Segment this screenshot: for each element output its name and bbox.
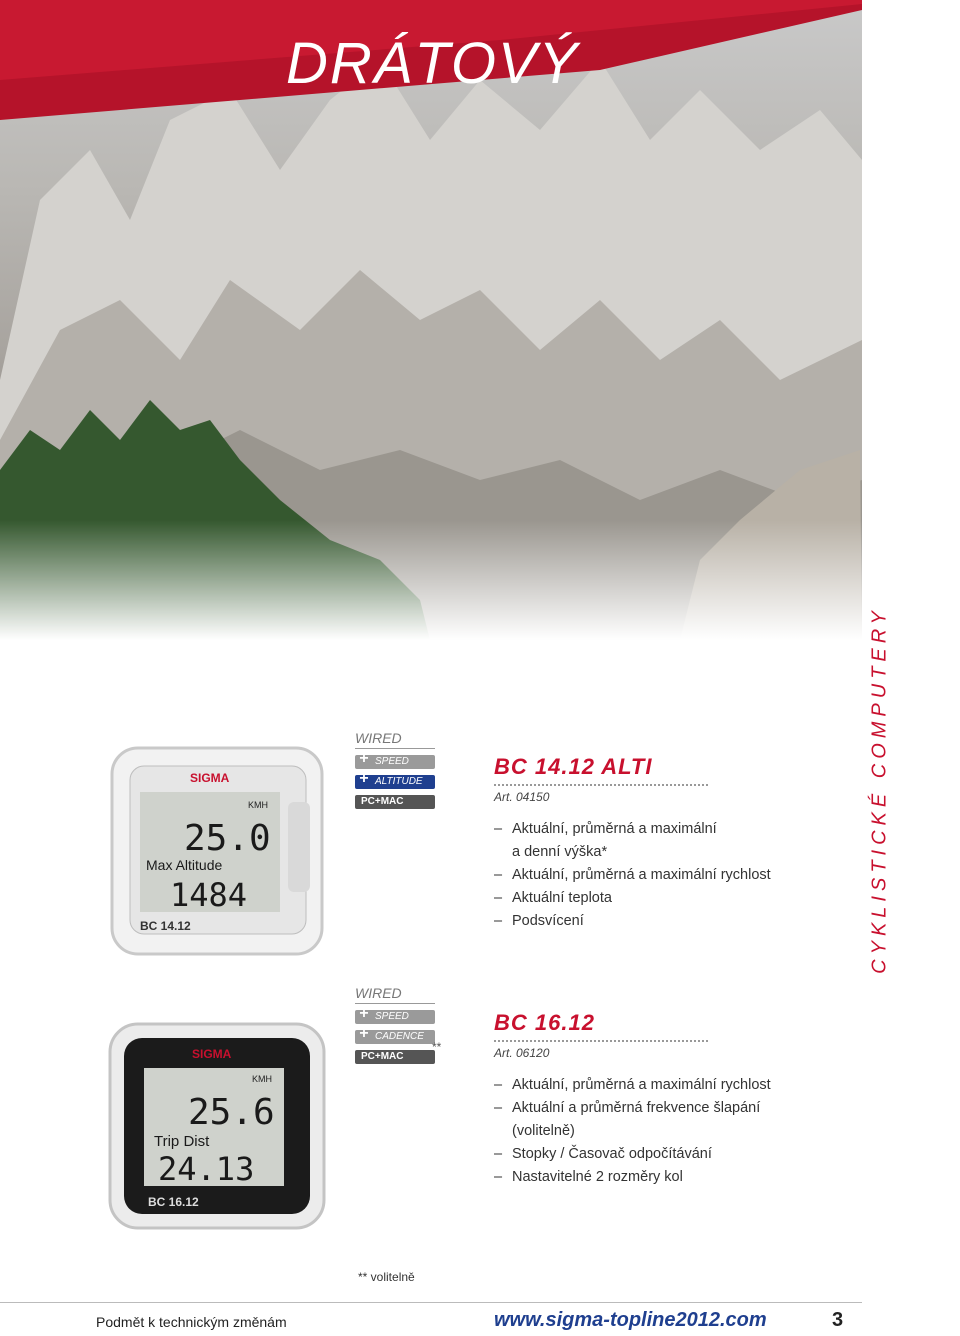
device-value-2: 24.13 (158, 1150, 255, 1188)
hero-photo (0, 0, 862, 640)
feature-item: – Podsvícení (494, 910, 854, 933)
feature-item: (volitelně) (512, 1123, 575, 1139)
wired-label: WIRED (355, 730, 435, 749)
badges-bc-14-12 (355, 730, 435, 815)
device-brand: SIGMA (192, 1047, 232, 1061)
badges-bc-16-12 (355, 985, 435, 1070)
feature-item: – Aktuální, průměrná a maximální rychlost (494, 1074, 854, 1097)
device-bc-16-12 (106, 1020, 330, 1239)
footer-url-link[interactable]: www.sigma-topline2012.com (494, 1309, 767, 1331)
device-value-1: 25.0 (184, 818, 271, 859)
footer-divider (0, 1302, 862, 1303)
page-number: 3 (832, 1309, 844, 1331)
pc-mac-badge: PC+MAC (355, 1050, 435, 1064)
feature-item: – Aktuální, průměrná a maximální (494, 818, 854, 841)
device-value-2: 1484 (170, 876, 248, 914)
feature-item: – Nastavitelné 2 rozměry kol (494, 1166, 854, 1189)
cadence-badge: + CADENCE (355, 1030, 435, 1044)
feature-item: – Stopky / Časovač odpočítávání (494, 1143, 854, 1166)
device-model: BC 14.12 (140, 919, 191, 933)
product-bc-14-12 (494, 754, 854, 933)
speed-badge: + SPEED (355, 755, 435, 769)
pc-mac-badge: PC+MAC (355, 795, 435, 809)
page-title: DRÁTOVÝ (286, 31, 580, 96)
device-bc-14-12 (108, 742, 328, 965)
optional-marker: ** (432, 1040, 442, 1054)
feature-item: – Aktuální a průměrná frekvence šlapání (494, 1097, 854, 1120)
device-unit: KMH (252, 1074, 272, 1084)
device-brand: SIGMA (190, 771, 230, 785)
altitude-badge: + ALTITUDE (355, 775, 435, 789)
wired-label: WIRED (355, 985, 435, 1004)
feature-item: a denní výška* (512, 844, 608, 860)
footer-disclaimer: Podmět k technickým změnám (96, 1314, 287, 1330)
feature-list (494, 818, 854, 933)
footnote: ** volitelně (358, 1270, 415, 1284)
product-bc-16-12 (494, 1010, 854, 1189)
product-name: BC 14.12 ALTI (494, 754, 708, 786)
product-name: BC 16.12 (494, 1010, 708, 1042)
device-unit: KMH (248, 800, 268, 810)
feature-item: – Aktuální teplota (494, 887, 854, 910)
device-value-1: 25.6 (188, 1092, 275, 1133)
device-label: Max Altitude (146, 857, 223, 873)
device-label: Trip Dist (154, 1133, 210, 1150)
speed-badge: + SPEED (355, 1010, 435, 1024)
side-category-label: CYKLISTICKÉ COMPUTERY (868, 606, 891, 974)
feature-list (494, 1074, 854, 1189)
product-art-number: Art. 04150 (494, 790, 550, 804)
device-model: BC 16.12 (148, 1195, 199, 1209)
feature-item: – Aktuální, průměrná a maximální rychlost (494, 864, 854, 887)
product-art-number: Art. 06120 (494, 1046, 550, 1060)
